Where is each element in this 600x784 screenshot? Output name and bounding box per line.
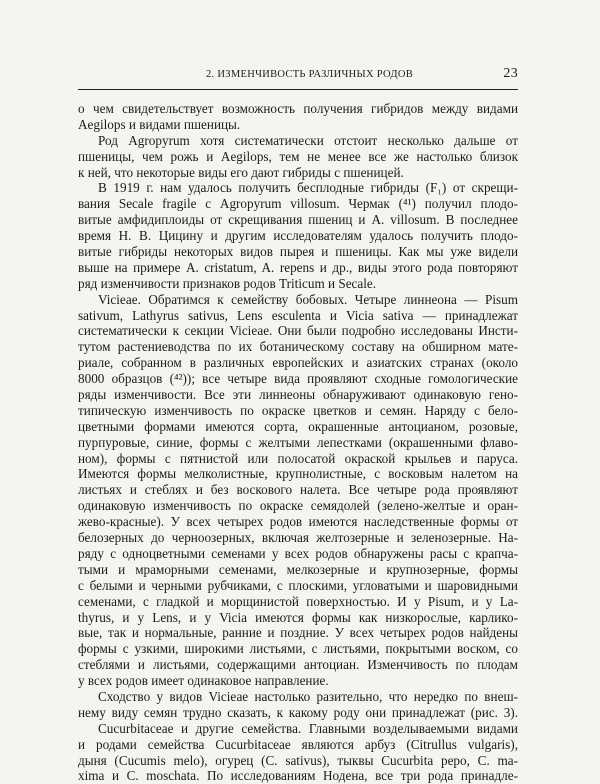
- text-line: Род Agropyrum хотя систематически отстоит несколько дальше от: [98, 132, 518, 148]
- text-line: дыня (Cucumis melo), огурец (C. sativus), тыквы Cucurbita pepo, C. ma-: [78, 752, 518, 768]
- text-line: В 1919 г. нам удалось получить бесплодные гибриды (F₁) от скрещи-: [98, 180, 518, 196]
- text-line: Viсіеае. Обратимся к семейству бобовых. Четыре линнеона — Pisum: [98, 291, 518, 307]
- text-line: выше на примере A. cristatum, A. repens и др., виды этого рода повторяют: [78, 259, 518, 275]
- text-line: ряд изменчивости признаков родов Triticum и Secale.: [78, 275, 377, 291]
- text-line: вые, так и нормальные, ранние и поздние. У всех четырех родов найдены: [78, 625, 518, 641]
- text-line: Cucurbitaceae и другие семейства. Главными возделываемыми видами: [98, 720, 518, 736]
- text-line: нему виду семян трудно сказать, к какому роду они принадлежат (рис. 3).: [78, 704, 518, 720]
- text-line: sativum, Lathyrus sativus, Lens esculenta и Vicia sativa — принадлежат: [78, 307, 518, 323]
- text-line: стеблями и листьями, содержащими антоциан. Изменчивость по плодам: [78, 657, 518, 673]
- text-line: семенами, с гладкой и морщинистой поверхностью. И у Pisum, и у La-: [78, 593, 518, 609]
- text-line: к ней, что некоторые виды его дают гибриды с пшеницей.: [78, 164, 404, 180]
- running-title: 2. ИЗМЕНЧИВОСТЬ РАЗЛИЧНЫХ РОДОВ: [206, 69, 414, 80]
- text-line: с белыми и черными рубчиками, с плоскими, угловатыми и шаровидными: [78, 577, 518, 593]
- text-line: у всех родов имеет одинаковое направление.: [78, 673, 329, 689]
- text-line: ряду с одноцветными семенами у всех родов обнаружены расы с крапча-: [78, 545, 518, 561]
- text-line: xima и C. moschata. По исследованиям Нодена, все три рода принадле-: [78, 768, 518, 784]
- running-head: [78, 66, 518, 84]
- header-rule: [78, 89, 518, 90]
- text-line: ном), формы с пятнистой или полосатой окраской крыльев и паруса.: [78, 450, 518, 466]
- text-line: формы с узкими, широкими листьями, с листьями, покрытыми воском, со: [78, 641, 518, 657]
- text-line: жево-красные). У всех четырех родов имеются наследственные формы от: [78, 514, 518, 530]
- text-line: цветными формами имеются сорта, окрашенные антоцианом, розовые,: [78, 418, 518, 434]
- page-number: 23: [503, 66, 518, 81]
- text-line: и родами семейства Cucurbitaceae являются арбуз (Citrullus vulgaris),: [78, 736, 518, 752]
- text-line: время Н. В. Цицину и другим исследователям удалось получить плодо-: [78, 228, 518, 244]
- text-line: пшеницы, чем рожь и Aegilops, тем не менее все же настолько близок: [78, 148, 518, 164]
- text-line: Сходство у видов Viсіеае настолько разительно, что нередко по внеш-: [98, 688, 518, 704]
- text-line: о чем свидетельствует возможность получения гибридов между видами: [78, 101, 518, 116]
- text-line: вания Secale fragile с Agropyrum villosum. Чермак (⁴¹) получил плодо-: [78, 196, 518, 212]
- text-line: типическую изменчивость по окраске цветков и семян. Наряду с бело-: [78, 402, 518, 418]
- text-line: риале, собранном в различных европейских и азиатских странах (около: [78, 355, 518, 371]
- text-line: thyrus, и у Lens, и у Vicia имеются формы как низкорослые, карлико-: [78, 609, 518, 625]
- text-line: тыми и мраморными семенами, мелкозерные и крупнозерные, формы: [78, 561, 518, 577]
- text-line: Имеются формы мелколистные, крупнолистные, с восковым налетом на: [78, 466, 518, 482]
- text-line: листьях и стеблях и без воскового налета. Все четыре рода проявляют: [78, 482, 518, 498]
- text-line: тутом растениеводства по их ботаническому составу на обширном мате-: [78, 339, 518, 355]
- text-line: Aegilops и видами пшеницы.: [78, 116, 241, 132]
- text-line: одинаковую изменчивость по окраске семядолей (зелено-желтые и оран-: [78, 498, 518, 514]
- text-line: систематически к секции Viсіеае. Они были подробно исследованы Инсти-: [78, 323, 518, 339]
- body-text: [78, 101, 518, 784]
- text-line: 8000 образцов (⁴²)); все четыре вида проявляют сходные гомологические: [78, 371, 518, 387]
- text-line: белозерных до черноозерных, включая желтозерные и зеленозерные. На-: [78, 530, 518, 546]
- text-line: витые амфидиплоиды от скрещивания пшениц и A. villosum. В последнее: [78, 212, 518, 228]
- text-line: витые гибриды некоторых видов пырея и пшеницы. Как мы уже видели: [78, 244, 518, 260]
- text-line: ряды изменчивости. Все эти линнеоны обнаруживают одинаковую гено-: [78, 387, 518, 403]
- text-line: пурпуровые, синие, формы с желтыми лепестками (окрашенными флаво-: [78, 434, 518, 450]
